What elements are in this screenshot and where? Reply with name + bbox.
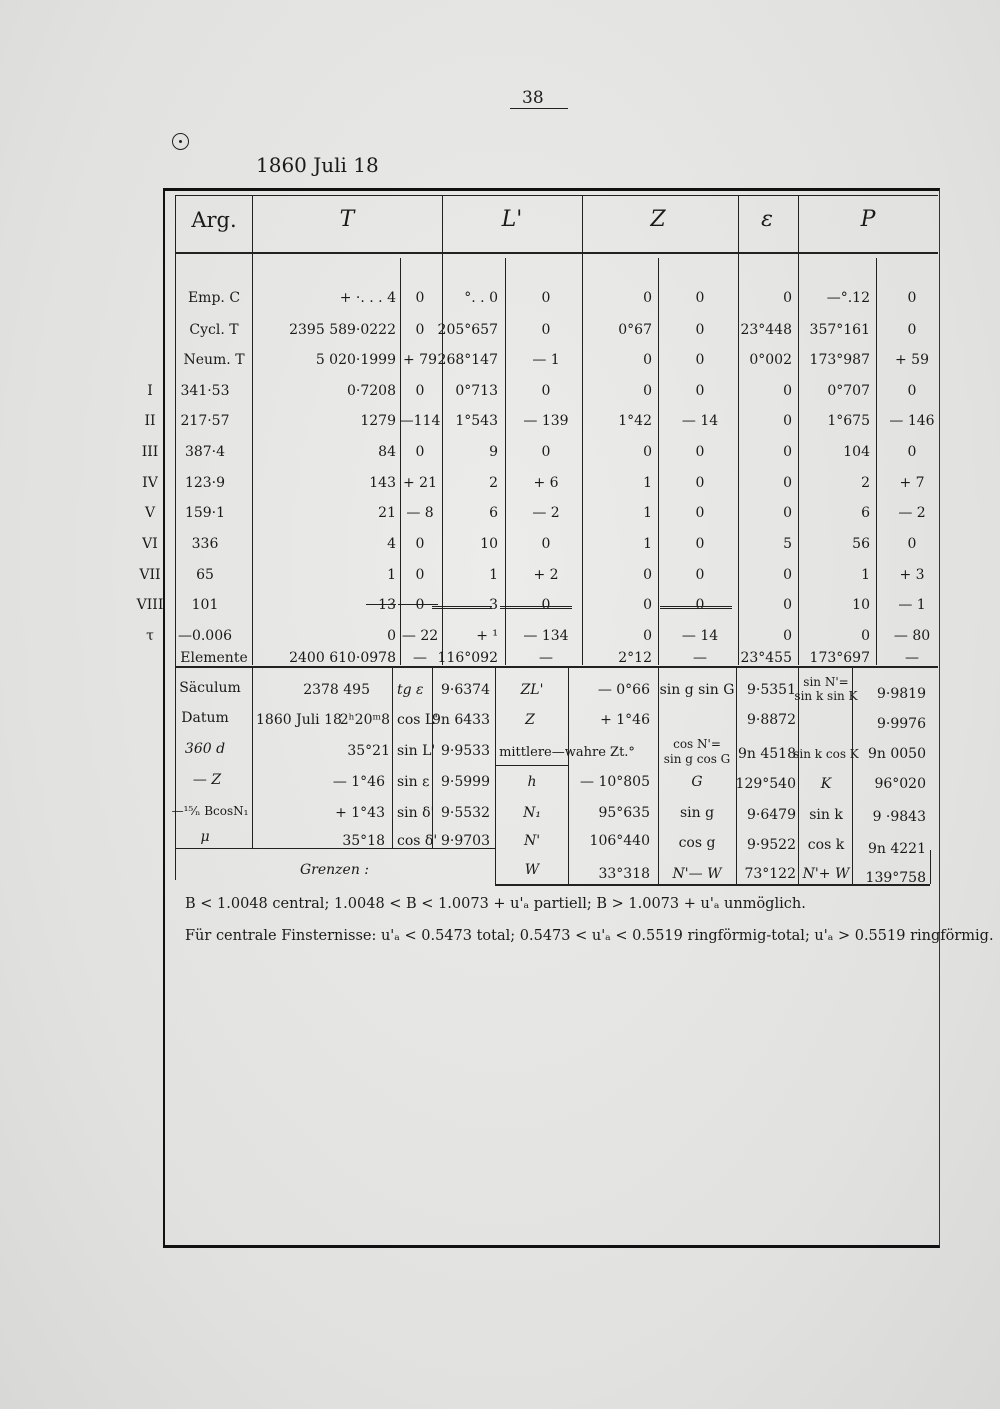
eps-value: 0 [783,597,792,613]
datum-fn-value: 9n 6433 [431,712,490,728]
Z-value: 1 [643,536,652,552]
header-L: L' [501,207,523,232]
saeculum-fn-value: 9·6374 [441,682,490,698]
Z-value: 0 [643,628,652,644]
L-value: + ¹ [476,628,498,644]
minusZ-h: G [691,774,703,790]
bcos-fn: sin δ' [397,805,435,821]
P-diff: 0 [907,383,917,399]
P-value: 0 [861,628,870,644]
Z-value: 0 [643,352,652,368]
T-value: 5 020·1999 [315,352,396,368]
T-diff: 0 [415,536,425,552]
P-value: 0°707 [827,383,870,399]
roman-numeral: VI [142,536,158,552]
d360-h: cos N'= sin g cos G [663,737,731,766]
T-value: 2400 610·0978 [289,650,396,666]
P-value: 104 [843,444,870,460]
grenzen-k: N'+ W [802,866,850,882]
T-value: 84 [378,444,396,460]
T-value: 4 [387,536,396,552]
saeculum-fn: tg ε [397,682,424,698]
Z-value: 1°42 [618,413,652,429]
T-value: 0 [387,628,396,644]
argument-value: 123·9 [184,475,226,491]
lower-rule [495,765,568,766]
col-rule [442,195,443,665]
P-diff: — 80 [893,628,931,644]
eps-value: 0 [783,505,792,521]
Z-value: 0 [643,290,652,306]
minusZ-k-value: 96°020 [874,776,926,792]
L-value: 10 [480,536,498,552]
T-diff: 0 [415,322,425,338]
note-limits: B < 1.0048 central; 1.0048 < B < 1.0073 + u'ₐ partiell; B > 1.0073 + u'ₐ unmöglich. [185,896,806,912]
d360-k-value: 9n 0050 [867,746,926,762]
L-diff: 0 [541,597,551,613]
T-value: 13 [378,597,396,613]
inner-left-rule [175,195,176,880]
subcol-rule [876,258,877,665]
Z-value: 1 [643,505,652,521]
header-Z: Z [650,207,666,232]
T-diff: 0 [415,290,425,306]
argument-value: 387·4 [184,444,226,460]
eps-value: 23°455 [740,650,792,666]
P-value: —°.12 [826,290,870,306]
bcos-label: —¹⁵⁄ₙ BcosN₁ [171,804,249,818]
sum-rule [398,604,438,605]
sum-rule [432,606,492,609]
bcos-value: + 1°43 [335,805,385,821]
lower-col-rule [568,666,569,884]
grenzen-k-value: 139°758 [865,870,926,886]
sum-rule [660,606,732,609]
L-diff: 0 [541,536,551,552]
argument-value: 341·53 [180,383,230,399]
col-rule [252,195,253,665]
datum-g: Z [525,712,535,728]
roman-numeral: V [144,505,156,521]
T-diff: —114 [399,413,441,429]
eps-value: 23°448 [740,322,792,338]
grenzen-label: Grenzen : [300,862,370,878]
argument-value: 101 [191,597,219,613]
roman-numeral: I [147,383,153,399]
L-diff: — [539,650,553,666]
argument-value: 217·57 [180,413,230,429]
minusZ-g-value: — 10°805 [580,774,650,790]
mu-fn: cos δ' [397,833,438,849]
lower-col-rule [658,666,659,884]
bcos-g-value: 95°635 [598,805,650,821]
d360-fn: sin L' [397,743,436,759]
L-diff: 0 [541,290,551,306]
Z-diff: 0 [695,322,705,338]
minusZ-label: — Z [192,772,222,788]
argument-value: —0.006 [177,628,233,644]
P-diff: 0 [907,322,917,338]
T-diff: — 22 [401,628,439,644]
saeculum-label: Säculum [179,680,241,696]
P-value: 357°161 [809,322,870,338]
mu-fn-value: 9·9703 [441,833,490,849]
header-eps: ε [761,207,773,232]
bcos-g: N₁ [523,805,541,821]
Z-diff: 0 [695,567,705,583]
T-diff: 0 [415,383,425,399]
elements-bottom-rule [175,666,938,668]
Z-value: 0 [643,567,652,583]
roman-numeral: VIII [136,597,164,613]
d360-fn-value: 9·9533 [441,743,490,759]
datum-k-value: 9·9976 [877,716,926,732]
P-diff: — 2 [898,505,926,521]
T-diff: 0 [415,444,425,460]
Z-diff: — 14 [681,413,719,429]
col-rule [738,195,739,665]
minusZ-h-value: 129°540 [735,776,796,792]
mu-g: N' [523,833,541,849]
col-rule [582,195,583,665]
P-value: 1 [861,567,870,583]
P-value: 10 [852,597,870,613]
mu-g-value: 106°440 [589,833,650,849]
lower-rule [930,850,931,884]
Z-diff: — 14 [681,628,719,644]
roman-numeral: VII [139,567,161,583]
bcos-fn-value: 9·5532 [441,805,490,821]
saeculum-value: 2378 495 [303,682,370,698]
eps-value: 0 [783,628,792,644]
d360-h-value: 9n 4518 [737,746,796,762]
P-diff: + 59 [895,352,929,368]
L-diff: — 134 [523,628,569,644]
header-arg: Arg. [191,208,237,232]
P-diff: — 1 [898,597,926,613]
grenzen-g: W [524,862,540,878]
argument-value: 159·1 [184,505,226,521]
mu-value: 35°18 [342,833,385,849]
Z-diff: 0 [695,444,705,460]
roman-numeral: III [141,444,159,460]
page-number-rule [510,108,568,109]
argument-value: 336 [191,536,219,552]
Z-value: 1 [643,475,652,491]
L-value: 9 [489,444,498,460]
minusZ-k: K [820,776,832,792]
minusZ-fn: sin ε [397,774,430,790]
bcos-h-value: 9·6479 [747,807,796,823]
eps-value: 0 [783,475,792,491]
mu-h: cos g [678,835,716,851]
mu-k-value: 9n 4221 [867,841,926,857]
grenzen-h: N'— W [672,866,722,882]
L-value: 268°147 [437,352,498,368]
P-value: 6 [861,505,870,521]
minusZ-g: h [527,774,537,790]
L-diff: — 1 [532,352,560,368]
Z-diff: 0 [695,383,705,399]
mu-label: μ [200,829,210,845]
row-label: Neum. T [183,352,245,368]
Z-value: 0 [643,444,652,460]
d360-g: mittlere—wahre Zt.° [499,745,635,760]
Z-value: 0 [643,597,652,613]
bcos-k: sin k [809,807,843,823]
L-diff: — 139 [523,413,569,429]
Z-diff: 0 [695,505,705,521]
eps-value: 0 [783,567,792,583]
L-diff: 0 [541,383,551,399]
Z-diff: — [693,650,707,666]
eclipse-date: 1860 Juli 18 [256,153,379,177]
eps-value: 5 [783,536,792,552]
sum-rule [366,604,396,605]
L-diff: + 2 [533,567,559,583]
P-value: 173°987 [809,352,870,368]
T-diff: — 8 [406,505,434,521]
lower-col-rule [736,666,737,884]
saeculum-g: ZL' [520,682,544,698]
L-diff: + 6 [533,475,559,491]
datum-time: 2ʰ20ᵐ8 [339,712,390,728]
lower-col-rule [495,666,496,884]
datum-g-value: + 1°46 [600,712,650,728]
T-value: 0·7208 [347,383,396,399]
sum-rule [500,606,572,609]
T-diff: 0 [415,597,425,613]
P-diff: — 146 [889,413,935,429]
L-value: 116°092 [437,650,498,666]
L-value: 3 [489,597,498,613]
Z-value: 2°12 [618,650,652,666]
T-diff: + 21 [403,475,437,491]
row-label: Cycl. T [189,322,239,338]
argument-value: 65 [196,567,214,583]
header-bottom-rule [175,252,938,254]
grenzen-h-value: 73°122 [744,866,796,882]
mu-k: cos k [807,837,845,853]
bcos-h: sin g [679,805,715,821]
saeculum-g-value: — 0°66 [597,682,650,698]
Z-diff: 0 [695,475,705,491]
L-value: 2 [489,475,498,491]
T-value: 21 [378,505,396,521]
d360-label: 360 d [184,741,226,757]
T-value: 1 [387,567,396,583]
saeculum-h: sin g sin G [659,682,735,698]
T-value: + ·. . . 4 [339,290,396,306]
L-diff: 0 [541,322,551,338]
P-value: 56 [852,536,870,552]
L-diff: — 2 [532,505,560,521]
P-value: 2 [861,475,870,491]
roman-numeral: II [144,413,156,429]
lower-col-rule [392,666,393,848]
P-value: 173°697 [809,650,870,666]
Z-diff: 0 [695,352,705,368]
T-value: 2395 589·0222 [289,322,396,338]
datum-h-value: 9·8872 [747,712,796,728]
header-T: T [339,207,355,232]
eps-value: 0°002 [749,352,792,368]
saeculum-k-value: 9·9819 [877,686,926,702]
P-diff: 0 [907,444,917,460]
d360-k: sin k cos K [793,747,859,761]
P-diff: + 7 [899,475,925,491]
subcol-rule [658,258,659,665]
datum-fn: cos L' [397,712,439,728]
Z-diff: 0 [695,290,705,306]
note-central-eclipses: Für centrale Finsternisse: u'ₐ < 0.5473 total; 0.5473 < u'ₐ < 0.5519 ringförmig-total; u'ₐ > 0.5519 ringförmig. [185,928,994,944]
L-value: 1°543 [455,413,498,429]
roman-numeral: τ [146,628,154,644]
row-label: Emp. C [187,290,241,306]
T-value: 1279 [360,413,396,429]
minusZ-fn-value: 9·5999 [441,774,490,790]
L-value: 0°713 [455,383,498,399]
eps-value: 0 [783,444,792,460]
subcol-rule [505,258,506,665]
Z-value: 0°67 [618,322,652,338]
datum-label: Datum [181,710,229,726]
L-value: 205°657 [437,322,498,338]
grenzen-g-value: 33°318 [598,866,650,882]
eps-value: 0 [783,413,792,429]
header-P: P [860,207,876,232]
col-rule [798,195,799,665]
L-value: 1 [489,567,498,583]
datum-date: 1860 Juli 18 [256,712,342,728]
row-label: Elemente [180,650,248,666]
T-diff: — [413,650,427,666]
Z-value: 0 [643,383,652,399]
P-diff: 0 [907,290,917,306]
P-diff: 0 [907,536,917,552]
saeculum-h-value: 9·5351 [747,682,796,698]
eps-value: 0 [783,383,792,399]
page-number: 38 [522,88,544,108]
L-value: °. . 0 [464,290,498,306]
roman-numeral: IV [142,475,158,491]
saeculum-k: sin N'= sin k sin K [794,675,858,703]
T-value: 143 [369,475,396,491]
bcos-k-value: 9 ·9843 [872,809,926,825]
P-diff: — [905,650,919,666]
lower-col-rule [252,666,253,848]
Z-diff: 0 [695,597,705,613]
T-diff: + 79 [403,352,437,368]
L-diff: 0 [541,444,551,460]
T-diff: 0 [415,567,425,583]
sun-icon [172,133,189,150]
L-value: 6 [489,505,498,521]
d360-value: 35°21 [347,743,390,759]
Z-diff: 0 [695,536,705,552]
minusZ-value: — 1°46 [332,774,385,790]
header-top-rule [175,195,938,196]
P-value: 1°675 [827,413,870,429]
eps-value: 0 [783,290,792,306]
P-diff: + 3 [899,567,925,583]
mu-h-value: 9·9522 [747,837,796,853]
